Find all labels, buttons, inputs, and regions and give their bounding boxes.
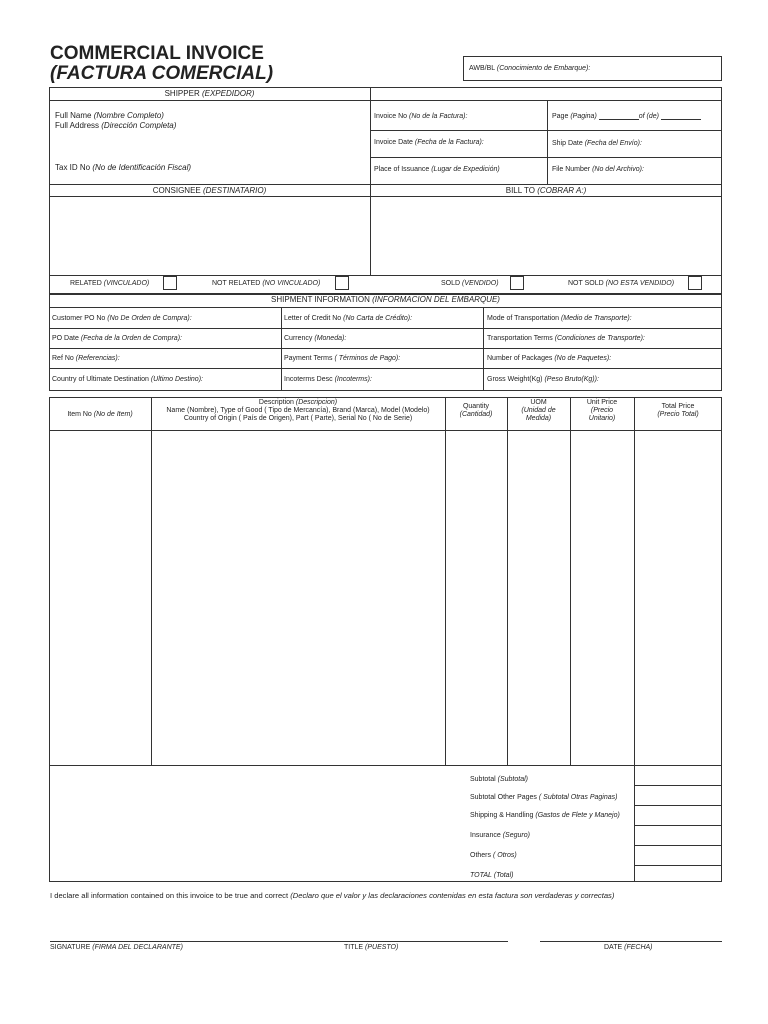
col-description: Description (Descripcion) Name (Nombre), Type of Good ( Tipo de Mercancía), Brand (Marca), Model (Modelo) Country of Origin ( País de Origen), Part ( Parte), Serial No ( No de Serie) — [151, 399, 445, 423]
totals-value-4[interactable] — [635, 846, 721, 865]
shipment-field-r3-left[interactable]: Country of Ultimate Destination (Ultimo Destino): — [52, 376, 203, 383]
title-label[interactable]: TITLE (PUESTO) — [344, 944, 399, 951]
page-field[interactable]: Page (Pagina) of (de) — [552, 113, 701, 120]
shipment-field-r0-left[interactable]: Customer PO No (No De Orden de Compra): — [52, 315, 192, 322]
signature-label[interactable]: SIGNATURE (FIRMA DEL DECLARANTE) — [50, 944, 183, 951]
document-title — [50, 44, 273, 84]
shipper-tax-id[interactable]: Tax ID No (No de Identificación Fiscal) — [55, 163, 192, 172]
col-quantity: Quantity (Cantidad) — [459, 403, 493, 418]
col-item-no: Item No (No de Item) — [67, 411, 133, 418]
not-related-checkbox[interactable] — [335, 276, 349, 290]
shipment-field-r2-middle[interactable]: Payment Terms ( Términos de Pago): — [284, 355, 401, 362]
shipper-header: SHIPPER (EXPEDIDOR) — [164, 89, 255, 98]
title-line-1: COMMERCIAL INVOICE — [50, 43, 264, 64]
totals-value-1[interactable] — [635, 786, 721, 805]
items-entry-area[interactable] — [50, 431, 722, 764]
shipment-field-r1-right[interactable]: Transportation Terms (Condiciones de Transporte): — [487, 335, 645, 342]
not-sold-checkbox[interactable] — [688, 276, 702, 290]
invoice-date-field[interactable]: Invoice Date (Fecha de la Factura): — [374, 139, 484, 146]
shipment-field-r0-middle[interactable]: Letter of Credit No (No Carta de Crédito): — [284, 315, 413, 322]
totals-label-2: Shipping & Handling (Gastos de Flete y Manejo) — [470, 812, 620, 819]
shipment-field-r2-right[interactable]: Number of Packages (No de Paquetes): — [487, 355, 612, 362]
sold-label: SOLD (VENDIDO) — [441, 280, 499, 287]
related-checkbox[interactable] — [163, 276, 177, 290]
col-uom: UOM (Unidad de Medida) — [521, 399, 556, 422]
col-unit-price: Unit Price (Precio Unitario) — [586, 399, 618, 422]
shipment-info-header: SHIPMENT INFORMATION (INFORMACION DEL EMBARQUE) — [271, 295, 500, 304]
shipment-field-r1-middle[interactable]: Currency (Moneda): — [284, 335, 347, 342]
totals-value-5[interactable] — [635, 866, 721, 881]
declaration: I declare all information contained on this invoice to be true and correct (Declaro que el valor y las declaraciones contenidas en esta factura son verdaderas y correctas) — [50, 891, 615, 900]
shipper-full-name[interactable]: Full Name (Nombre Completo) — [55, 111, 164, 120]
totals-label-3: Insurance (Seguro) — [470, 832, 530, 839]
col-total-price: Total Price (Precio Total) — [657, 403, 699, 418]
place-of-issuance-field[interactable]: Place of Issuance (Lugar de Expedición) — [374, 166, 500, 173]
totals-label-1: Subtotal Other Pages ( Subtotal Otras Paginas) — [470, 794, 618, 801]
consignee-area[interactable] — [50, 197, 370, 274]
totals-label-5: TOTAL (Total) — [470, 872, 514, 879]
totals-value-3[interactable] — [635, 826, 721, 845]
totals-label-4: Others ( Otros) — [470, 852, 517, 859]
totals-value-2[interactable] — [635, 806, 721, 825]
col-description-line-2: Country of Origin ( País de Origen), Part ( Parte), Serial No ( No de Serie) — [183, 415, 413, 422]
col-description-line-1: Name (Nombre), Type of Good ( Tipo de Mercancía), Brand (Marca), Model (Modelo) — [166, 407, 430, 414]
shipment-field-r3-middle[interactable]: Incoterms Desc (Incoterms): — [284, 376, 372, 383]
related-label: RELATED (VINCULADO) — [70, 280, 150, 287]
ship-date-field[interactable]: Ship Date (Fecha del Envío): — [552, 140, 642, 147]
totals-label-0: Subtotal (Subtotal) — [470, 776, 528, 783]
awb-field[interactable] — [463, 56, 722, 81]
shipment-field-r1-left[interactable]: PO Date (Fecha de la Orden de Compra): — [52, 335, 182, 342]
invoice-no-field[interactable]: Invoice No (No de la Factura): — [374, 113, 468, 120]
shipment-field-r2-left[interactable]: Ref No (Referencias): — [52, 355, 120, 362]
consignee-header: CONSIGNEE (DESTINATARIO) — [152, 186, 267, 195]
shipment-field-r3-right[interactable]: Gross Weight(Kg) (Peso Bruto(Kg)): — [487, 376, 599, 383]
shipper-full-address[interactable]: Full Address (Dirección Completa) — [55, 121, 177, 130]
not-sold-label: NOT SOLD (NO ESTA VENDIDO) — [568, 280, 675, 287]
bill-to-header: BILL TO (COBRAR A:) — [505, 186, 587, 195]
totals-value-0[interactable] — [635, 766, 721, 785]
file-number-field[interactable]: File Number (No del Archivo): — [552, 166, 644, 173]
awb-label-translation: (Conocimiento de Embarque): — [496, 65, 591, 72]
bill-to-area[interactable] — [371, 197, 721, 274]
sold-checkbox[interactable] — [510, 276, 524, 290]
shipment-field-r0-right[interactable]: Mode of Transportation (Medio de Transporte): — [487, 315, 632, 322]
not-related-label: NOT RELATED (NO VINCULADO) — [212, 280, 321, 287]
date-label[interactable]: DATE (FECHA) — [604, 944, 653, 951]
title-line-2: (FACTURA COMERCIAL) — [50, 63, 274, 84]
awb-label: AWB/BL — [469, 65, 495, 72]
